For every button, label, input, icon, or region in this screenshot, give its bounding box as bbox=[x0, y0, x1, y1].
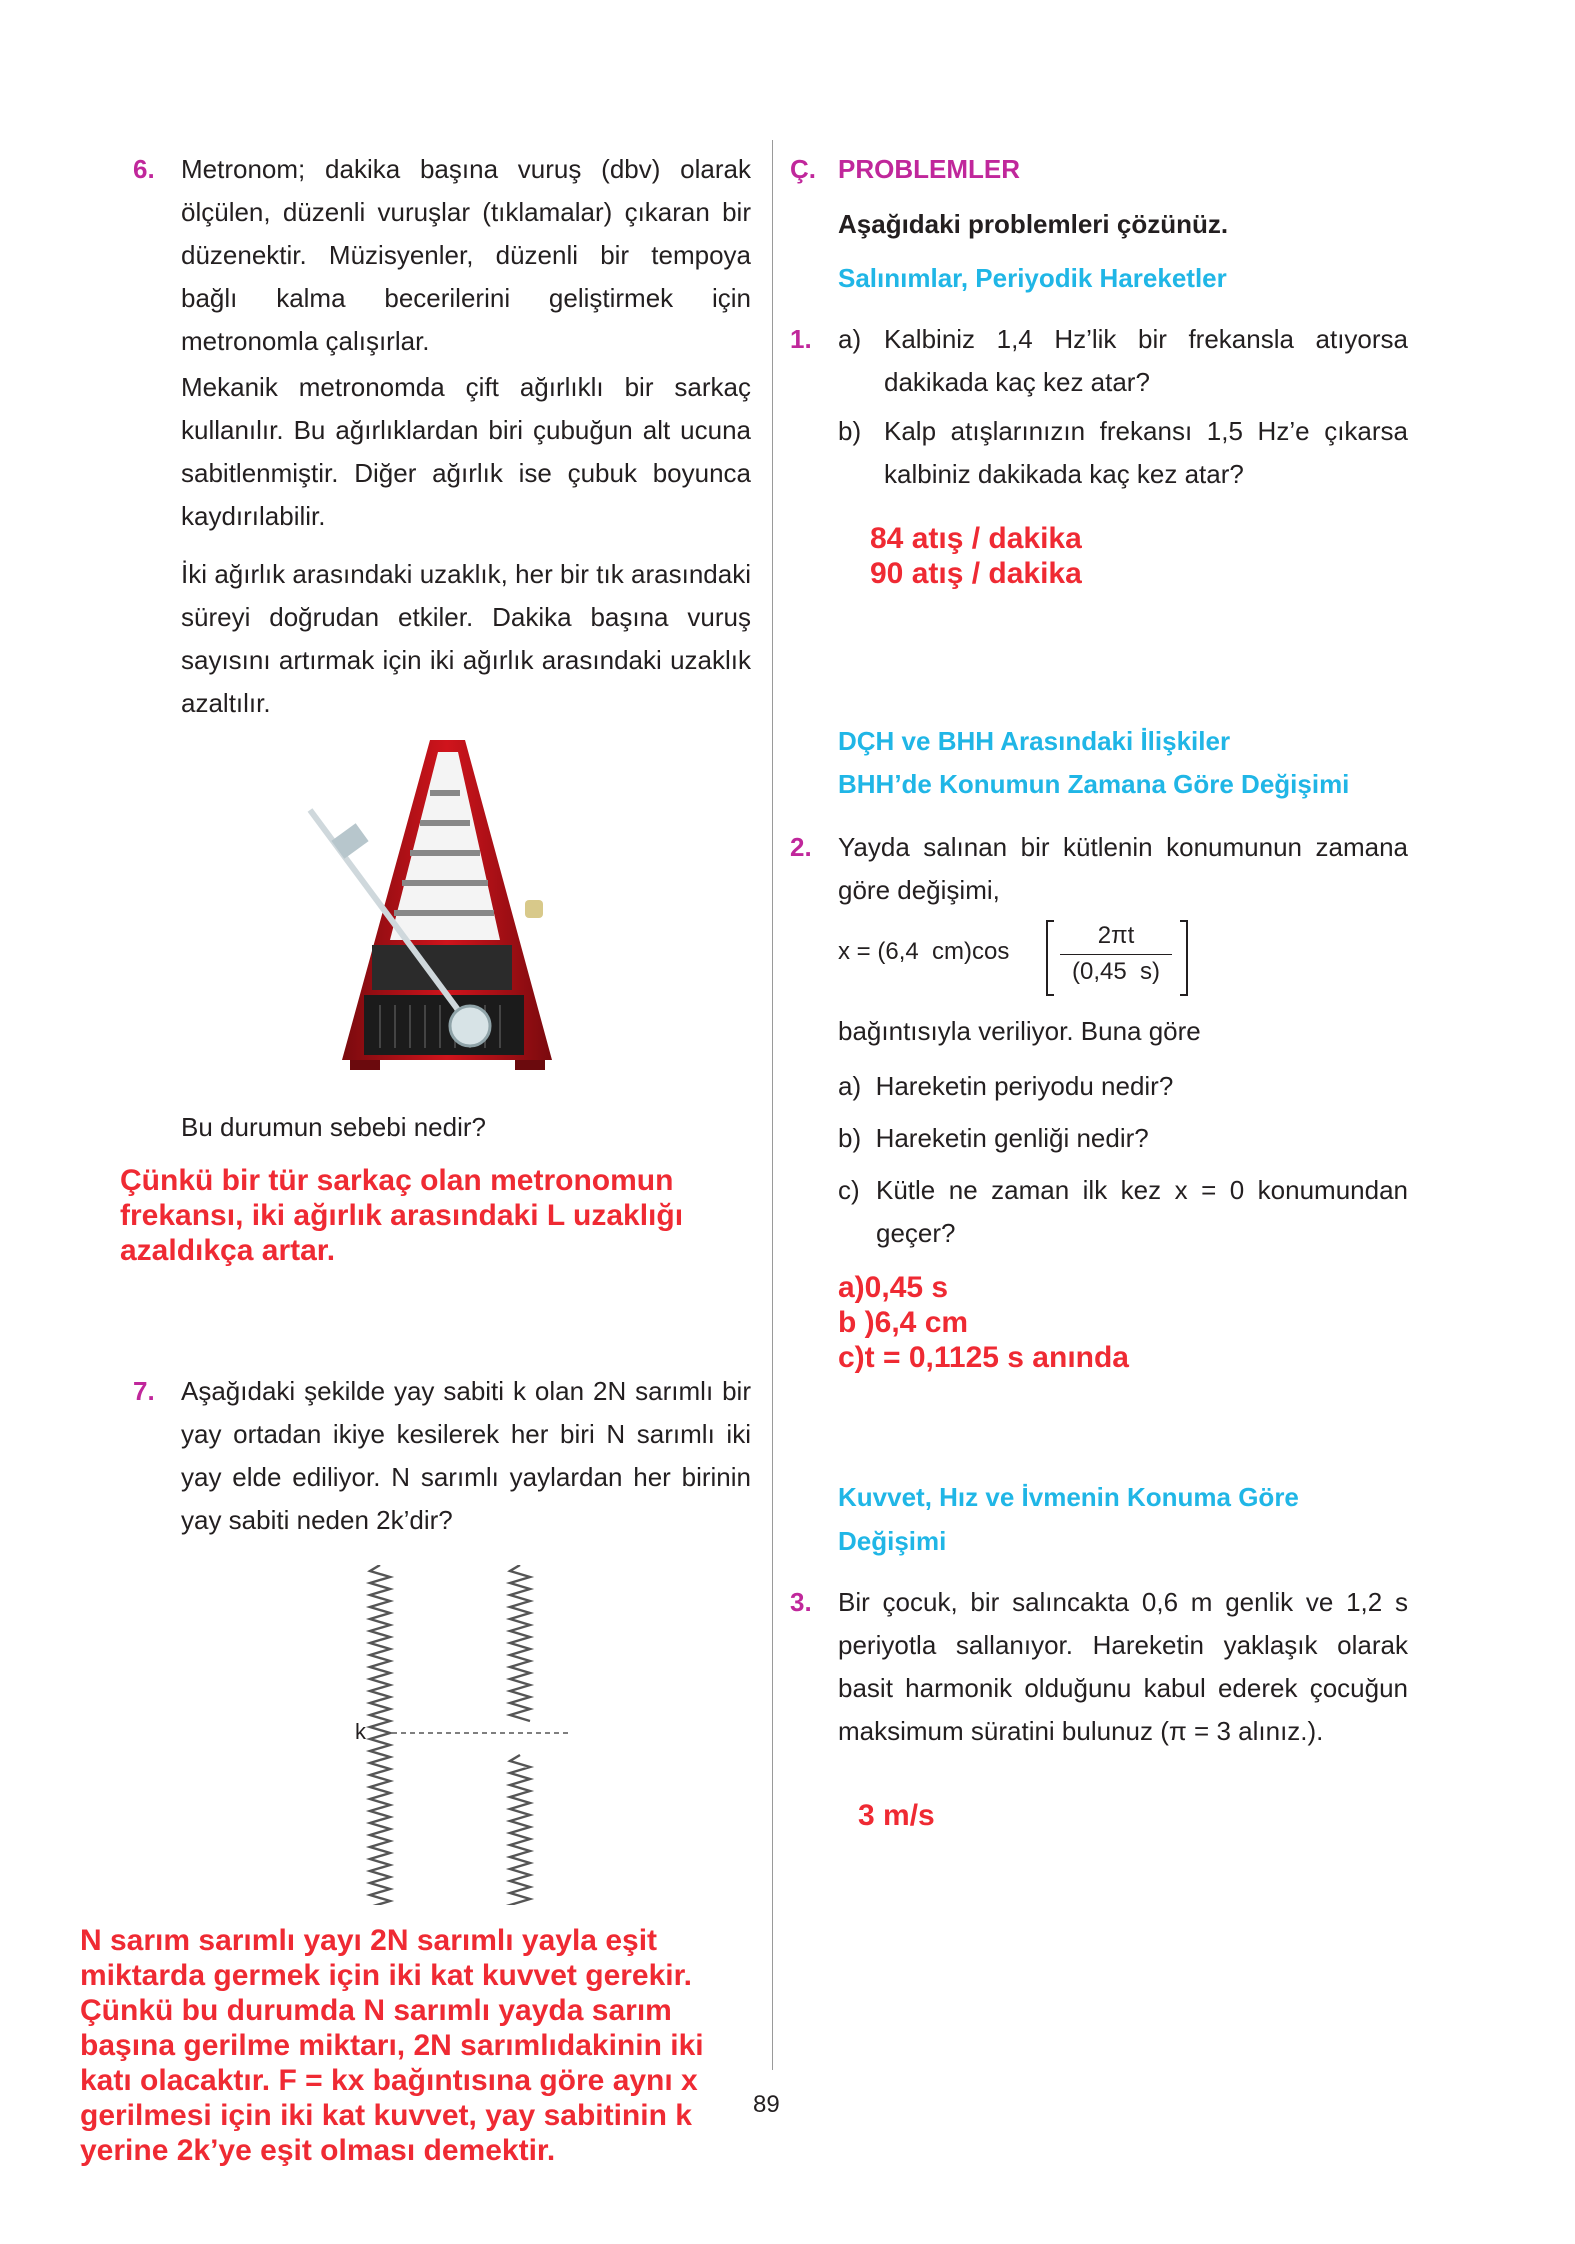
q1-option-b bbox=[838, 410, 1408, 496]
q2-answer-b: b )6,4 cm bbox=[838, 1306, 969, 1339]
instruction: Aşağıdaki problemleri çözünüz. bbox=[838, 209, 1229, 239]
section-title: PROBLEMLER bbox=[838, 154, 1020, 184]
q7-text: Aşağıdaki şekilde yay sabiti k olan 2N sarımlı bir yay ortadan ikiye kesilerek her biri N sarımlı iki yay elde ediliyor. N sarımlı yaylardan her birinin yay sabiti neden 2k’dir? bbox=[181, 1376, 751, 1535]
springs-diagram bbox=[350, 1565, 580, 1905]
subheading-position-time: BHH’de Konumun Zamana Göre Değişimi bbox=[838, 769, 1350, 799]
section-letter: Ç. bbox=[790, 154, 816, 184]
q2-c-label: c) bbox=[838, 1175, 860, 1205]
q2-option-b: b) Hareketin genliği nedir? bbox=[838, 1123, 1149, 1153]
question-7-number: 7. bbox=[133, 1376, 155, 1406]
right-bracket bbox=[1180, 920, 1188, 996]
metronome-image bbox=[290, 730, 600, 1080]
q2-option-c bbox=[838, 1169, 1408, 1255]
q2-text: Yayda salınan bir kütlenin konumunun zamana göre değişimi, bbox=[838, 832, 1408, 905]
q2-option-a: a) Hareketin periyodu nedir? bbox=[838, 1071, 1174, 1101]
q1-a-text: Kalbiniz 1,4 Hz’lik bir frekansla atıyorsa dakikada kaç kez atar? bbox=[884, 324, 1408, 397]
question-1-number: 1. bbox=[790, 324, 812, 354]
subheading-change: Değişimi bbox=[838, 1526, 947, 1556]
formula-numerator: 2πt bbox=[1097, 922, 1135, 949]
question-3-number: 3. bbox=[790, 1587, 812, 1617]
q3-answer: 3 m/s bbox=[858, 1799, 935, 1832]
column-divider bbox=[772, 140, 773, 2070]
q1-answer-1: 84 atış / dakika bbox=[870, 522, 1082, 555]
subheading-force-velocity: Kuvvet, Hız ve İvmenin Konuma Göre bbox=[838, 1482, 1299, 1512]
formula-denominator: (0,45 s) bbox=[1071, 958, 1161, 985]
q6-answer: Çünkü bir tür sarkaç olan metronomun frekansı, iki ağırlık arasındaki L uzaklığı azaldıkça artar. bbox=[120, 1164, 684, 1267]
q7-answer: N sarım sarımlı yayı 2N sarımlı yayla eşit miktarda germek için iki kat kuvvet gerekir. Çünkü bu durumda N sarımlı yayda sarım başına gerilme miktarı, 2N sarımlıdakinin iki katı olacaktır. F = kx bağıntısına göre aynı x gerilmesi için iki kat kuvvet, yay sabitinin k yerine 2k’ye eşit olması demektir. bbox=[80, 1924, 704, 2167]
q6-question: Bu durumun sebebi nedir? bbox=[181, 1112, 486, 1142]
q2-answer-c: c)t = 0,1125 s anında bbox=[838, 1341, 1129, 1374]
q6-paragraph-1: Metronom; dakika başına vuruş (dbv) olarak ölçülen, düzenli vuruşlar (tıklamalar) çıkaran bir düzenektir. Müzisyenler, düzenli bir tempoya bağlı kalma becerilerini geliştirmek için metronomla çalışırlar. bbox=[181, 154, 751, 356]
left-bracket bbox=[1046, 920, 1054, 996]
formula-lhs: x = (6,4 cm)cos bbox=[838, 938, 1010, 965]
question-2-number: 2. bbox=[790, 832, 812, 862]
spring-constant-label: k bbox=[355, 1719, 366, 1744]
q1-b-text: Kalp atışlarınızın frekansı 1,5 Hz’e çıkarsa kalbiniz dakikada kaç kez atar? bbox=[884, 416, 1408, 489]
subheading-dch-bhh: DÇH ve BHH Arasındaki İlişkiler bbox=[838, 726, 1231, 756]
q1-b-label: b) bbox=[838, 416, 862, 446]
q1-answer-2: 90 atış / dakika bbox=[870, 557, 1082, 590]
q3-text: Bir çocuk, bir salıncakta 0,6 m genlik ve 1,2 s periyotla sallanıyor. Hareketin yaklaşık olarak basit harmonik olduğunu kabul ederek çocuğun maksimum süratini bulunuz (π = 3 alınız.). bbox=[838, 1587, 1408, 1746]
q1-option-a bbox=[838, 318, 1408, 404]
question-6-number: 6. bbox=[133, 154, 155, 184]
q2-text-2: bağıntısıyla veriliyor. Buna göre bbox=[838, 1016, 1201, 1046]
subheading-oscillations: Salınımlar, Periyodik Hareketler bbox=[838, 263, 1227, 293]
fraction-bar bbox=[1060, 954, 1172, 955]
q6-paragraph-3: İki ağırlık arasındaki uzaklık, her bir tık arasındaki süreyi doğrudan etkiler. Dakika başına vuruş sayısını artırmak için iki ağırlık arasındaki uzaklık azaltılır. bbox=[181, 559, 751, 718]
q2-c-text: Kütle ne zaman ilk kez x = 0 konumundan geçer? bbox=[876, 1175, 1408, 1248]
page-number: 89 bbox=[753, 2091, 780, 2118]
q2-formula bbox=[838, 918, 1198, 994]
q1-a-label: a) bbox=[838, 324, 862, 354]
q2-answer-a: a)0,45 s bbox=[838, 1271, 949, 1304]
q6-paragraph-2: Mekanik metronomda çift ağırlıklı bir sarkaç kullanılır. Bu ağırlıklardan biri çubuğun alt ucuna sabitlenmiştir. Diğer ağırlık ise çubuk boyunca kaydırılabilir. bbox=[181, 372, 751, 531]
